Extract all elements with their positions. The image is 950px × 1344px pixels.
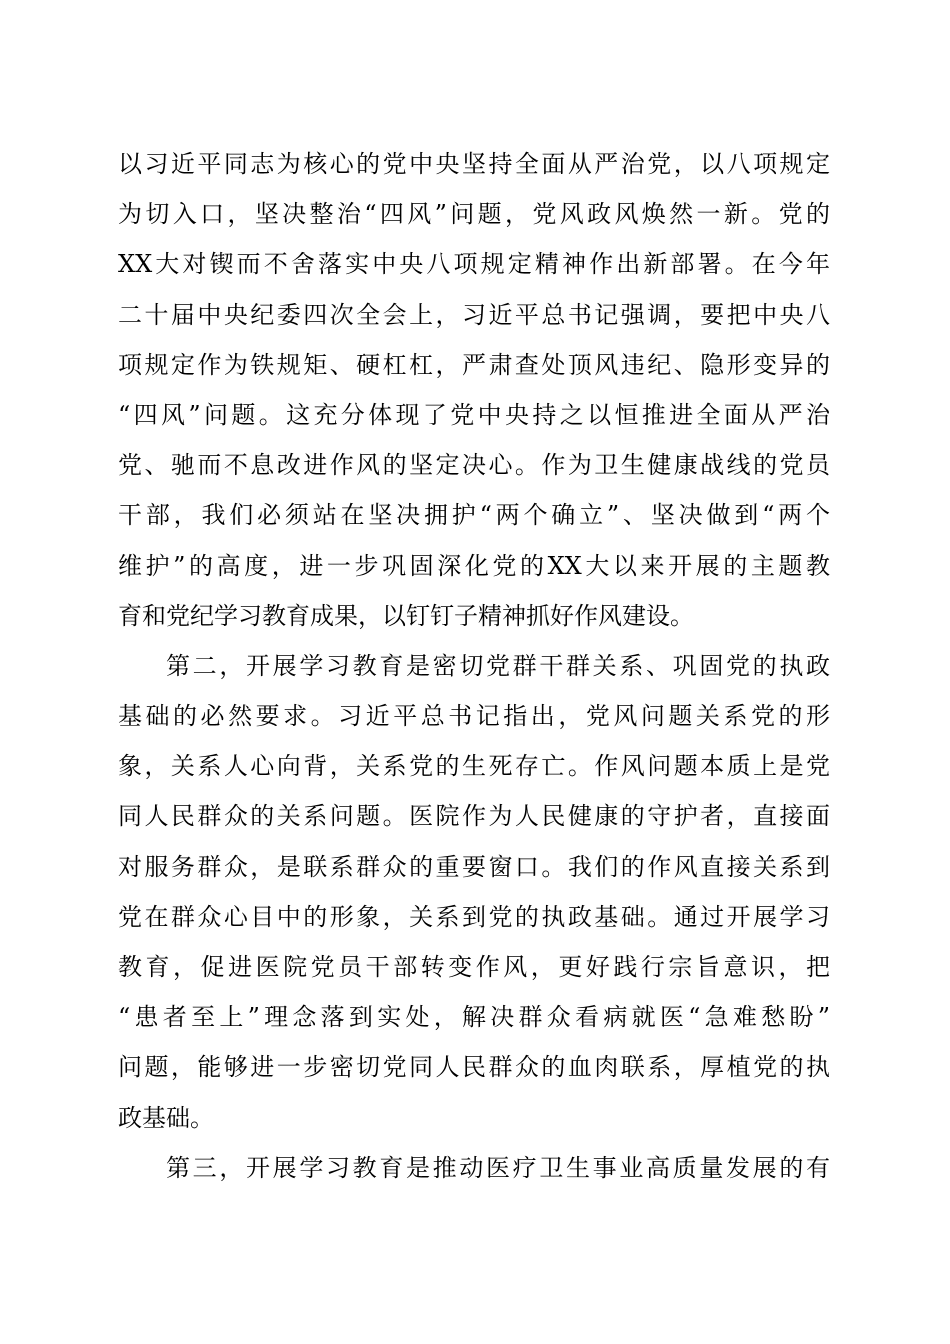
text-line: 项规定作为铁规矩、硬杠杠，严肃查处顶风违纪、隐形变异的	[118, 350, 830, 379]
text-line: 政基础。	[118, 1103, 214, 1132]
text-line: 二十届中央纪委四次全会上，习近平总书记强调，要把中央八	[118, 300, 830, 329]
text-line: 象，关系人心向背，关系党的生死存亡。作风问题本质上是党	[118, 752, 830, 781]
text-line: 党、驰而不息改进作风的坚定决心。作为卫生健康战线的党员	[118, 451, 830, 480]
text-line: 党在群众心目中的形象，关系到党的执政基础。通过开展学习	[118, 902, 830, 931]
text-line: 问题，能够进一步密切党同人民群众的血肉联系，厚植党的执	[118, 1053, 830, 1082]
text-line: 为切入口，坚决整治“四风”问题，党风政风焕然一新。党的	[118, 200, 830, 229]
body-text	[118, 139, 830, 1193]
text-line: 育和党纪学习教育成果，以钉钉子精神抓好作风建设。	[118, 601, 694, 630]
text-line: 第二，开展学习教育是密切党群干群关系、巩固党的执政	[166, 651, 830, 680]
text-line: 同人民群众的关系问题。医院作为人民健康的守护者，直接面	[118, 802, 830, 831]
text-line: 基础的必然要求。习近平总书记指出，党风问题关系党的形	[118, 702, 830, 731]
text-line: “患者至上”理念落到实处，解决群众看病就医“急难愁盼”	[118, 1003, 830, 1032]
text-line: 以习近平同志为核心的党中央坚持全面从严治党，以八项规定	[118, 150, 830, 178]
text-line: 第三，开展学习教育是推动医疗卫生事业高质量发展的有	[166, 1153, 830, 1182]
text-line: XX大对锲而不舍落实中央八项规定精神作出新部署。在今年	[118, 250, 830, 279]
text-line: 对服务群众，是联系群众的重要窗口。我们的作风直接关系到	[118, 852, 830, 881]
text-line: 教育，促进医院党员干部转变作风，更好践行宗旨意识，把	[118, 953, 830, 981]
text-line: 维护”的高度，进一步巩固深化党的XX大以来开展的主题教	[118, 551, 830, 580]
text-line: “四风”问题。这充分体现了党中央持之以恒推进全面从严治	[118, 400, 830, 429]
text-line: 干部，我们必须站在坚决拥护“两个确立”、坚决做到“两个	[118, 501, 830, 530]
